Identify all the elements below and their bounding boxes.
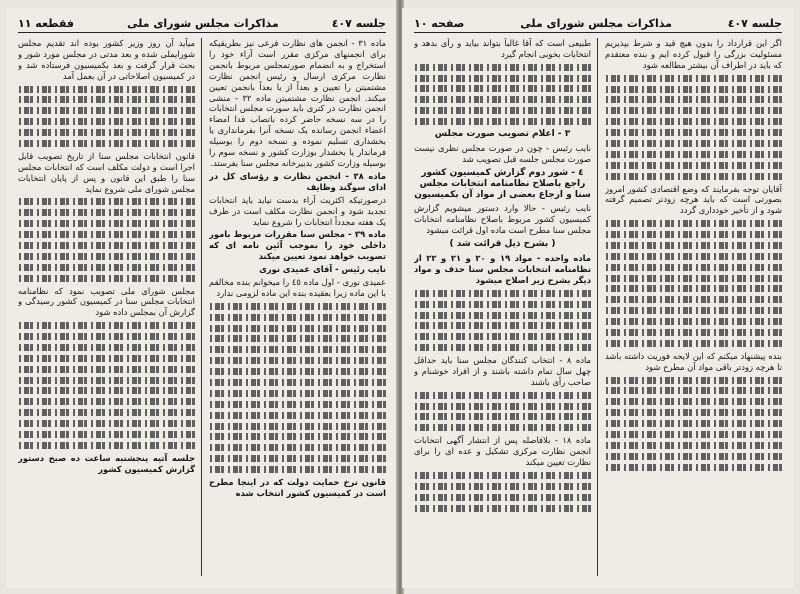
text-line	[209, 412, 386, 419]
text-line	[18, 86, 195, 93]
right-page-center-title: مذاکرات مجلس شورای ملی	[520, 16, 672, 30]
text-line	[414, 483, 591, 490]
text-line	[605, 86, 782, 93]
text-line	[605, 307, 782, 314]
text-line	[18, 377, 195, 384]
text-line	[18, 275, 195, 282]
text-line	[605, 442, 782, 449]
text-line	[605, 151, 782, 158]
text-line	[605, 242, 782, 249]
text-line	[414, 301, 591, 308]
left-page-right-column	[209, 38, 386, 578]
paragraph: طبیعی است که آقا غالباً بتواند بیاید و رأی بدهد و انتخابات بخوبی انجام گیرد	[414, 38, 591, 59]
paragraph: اگر این قرارداد را بدون هیچ قید و شرط بپذیریم مسئولیت بزرگی را قبول کرده ایم و بنده معتقدم که باید در اطراف آن بیشتر مطالعه شود	[605, 38, 782, 70]
text-line	[209, 368, 386, 375]
text-line	[18, 231, 195, 238]
section-heading: ٤ - شور دوم گزارش کمیسیون کشور راجع باصلاح نظامنامه انتخابات مجلس سنا و ارجاع بعضی از مواد آن بکمیسیون	[414, 167, 591, 200]
text-line	[18, 398, 195, 405]
article-heading: ماده واحده - مواد ۱۹ و ۲۰ و ۲۱ و ۲۲ از نظامنامه انتخابات مجلس سنا حذف و مواد دیگر بشرح زیر اصلاح میشود	[414, 253, 591, 285]
text-line	[605, 387, 782, 394]
section-heading: ۳ - اعلام تصویب صورت مجلس	[434, 129, 571, 140]
text-line	[18, 198, 195, 205]
paragraph: آقایان توجه بفرمایند که وضع اقتصادی کشور امروز بصورتی است که باید هرچه زودتر تصمیم گرفته شود و از تأخیر خودداری گردد	[605, 183, 782, 216]
text-line	[605, 329, 782, 336]
text-line	[18, 140, 195, 147]
text-line	[18, 118, 195, 125]
text-line	[605, 220, 782, 227]
text-line	[605, 285, 782, 292]
text-line	[209, 379, 386, 386]
text-line	[209, 357, 386, 364]
text-line	[414, 424, 591, 431]
text-line	[18, 96, 195, 103]
article-heading: ماده ۳۹ - مجلس سنا مقررات مربوط بامور داخلی خود را بموجب آئین نامه ای که تصویب خواهد نمود تعیین میکند	[209, 229, 386, 262]
text-line	[209, 423, 386, 430]
left-page-center-title: مذاکرات مجلس شورای ملی	[127, 16, 279, 30]
left-page	[6, 8, 398, 588]
paragraph: ماده ۸ - انتخاب کنندگان مجلس سنا باید حداقل چهل سال تمام داشته باشند و از افراد خوشنام و صاحب رأی باشند	[414, 355, 591, 387]
paragraph: مجلس شورای ملی تصویب نمود که نظامنامه انتخابات مجلس سنا در کمیسیون کشور رسیدگی و گزارش آن بمجلس داده شود	[18, 285, 195, 318]
column-divider	[597, 38, 598, 576]
text-line	[414, 413, 591, 420]
text-line	[605, 409, 782, 416]
reading-note: ( بشرح ذیل قرائت شد )	[449, 239, 556, 250]
paragraph: نایب رئیس - چون در صورت مجلس نظری نیست صورت مجلس جلسه قبل تصویب شد	[414, 142, 591, 164]
text-line	[209, 455, 386, 462]
text-line	[605, 75, 782, 82]
text-line	[414, 64, 591, 71]
text-line	[209, 466, 386, 473]
text-line	[414, 312, 591, 319]
text-line	[209, 401, 386, 408]
text-line	[605, 96, 782, 103]
text-line	[605, 118, 782, 125]
text-line	[18, 242, 195, 249]
text-line	[414, 472, 591, 479]
text-line	[605, 318, 782, 325]
text-line	[18, 220, 195, 227]
text-line	[414, 333, 591, 340]
text-line	[605, 431, 782, 438]
right-page	[402, 8, 794, 588]
text-line	[605, 420, 782, 427]
text-line	[605, 340, 782, 347]
text-line	[605, 296, 782, 303]
right-page-session-label: جلسه ٤٠٧	[727, 16, 782, 30]
text-line	[605, 275, 782, 282]
text-line	[18, 431, 195, 438]
text-line	[605, 464, 782, 471]
text-line	[209, 325, 386, 332]
text-line	[605, 162, 782, 169]
closing-line: جلسه آتیه پنجشنبه ساعت ده صبح دستور گزارش کمیسیون کشور	[18, 452, 195, 474]
text-line	[209, 335, 386, 342]
text-line	[18, 366, 195, 373]
right-page-header	[414, 14, 782, 33]
paragraph: بنده پیشنهاد میکنم که این لایحه فوریت داشته باشد تا هرچه زودتر باقی مواد آن مطرح شود	[605, 350, 782, 372]
text-line	[414, 494, 591, 501]
text-line	[414, 403, 591, 410]
text-line	[209, 346, 386, 353]
text-line	[209, 390, 386, 397]
left-page-fascicle-label: فقطعه ۱۱	[18, 16, 74, 30]
text-line	[18, 355, 195, 362]
paragraph: ماده ۱۸ - بلافاصله پس از انتشار آگهی انتخابات انجمن نظارت مرکزی تشکیل و عده ای را برای نظارت تعیین میکند	[414, 435, 591, 468]
paragraph: عمیدی نوری - اول ماده ٤٥ را میخوانم بنده مخالفم با این ماده زیرا بعقیده بنده این ماده لزومی ندارد	[209, 277, 386, 298]
text-line	[605, 264, 782, 271]
left-page-session-label: جلسه ٤٠٧	[331, 16, 386, 30]
right-page-right-column	[605, 38, 782, 578]
speaker-label: نایب رئیس - آقای عمیدی نوری	[259, 264, 386, 275]
text-line	[209, 303, 386, 310]
text-line	[209, 433, 386, 440]
text-line	[605, 398, 782, 405]
text-line	[605, 253, 782, 260]
text-line	[18, 129, 195, 136]
text-line	[18, 442, 195, 449]
paragraph: قانون انتخابات مجلس سنا از تاریخ تصویب قابل اجرا است و دولت مکلف است که انتخابات مجلس سنا را طبق این قانون و پس از پایان انتخابات مجلس شورای ملی شروع نماید	[18, 150, 195, 194]
text-line	[414, 107, 591, 114]
paragraph: میآید آن روز وزیر کشور بوده اند تقدیم مجلس شورایملی شده و بعد مدتی در مجلس مورد شور و بحث قرار گرفت و بعد بکمیسیون فرستاده شد و در کمیسیون اصلاحاتی در آن بعمل آمد	[18, 38, 195, 81]
column-divider	[201, 38, 202, 576]
text-line	[414, 85, 591, 92]
text-line	[605, 173, 782, 180]
text-line	[18, 420, 195, 427]
paragraph: ماده ۳۱ - انجمن های نظارت فرعی نیز بطریقیکه برای انجمنهای مرکزی مقرر است آراء خود را استخراج و به انضمام صورتمجلس مربوط بانجمن نظارت مرکزی ارسال و رئیس انجمن نظارت مشتمیتن را تعیین و بعداً از یا بعداً بانجمن تعیین میکند. انجمن نظارت مشتمیتن ماده ۳۲ - منشی انجمن نظارت در کتری باید سورت مجلس انتخابات را در سه نسخه حاضر کرده باتصاب فدا امضاء اعضاء انجمن رسانده یک نسخه آنرا بفرمانداری یا بخشداری تسلیم نموده و نسخه دوم را بوسیله فرماندار یا بخشدار بوزارت کشور و نسخه سوم را بوسیله وزارت کشور بدبیرخانه مجلس سنا بفرستد.	[209, 38, 386, 168]
text-line	[209, 444, 386, 451]
text-line	[18, 253, 195, 260]
right-page-number: صفحه ۱۰	[414, 16, 465, 30]
text-line	[414, 75, 591, 82]
closing-line: قانون نرخ حمایت دولت که در اینجا مطرح است در کمیسیون کشور انتخاب شده	[209, 476, 386, 498]
text-line	[18, 107, 195, 114]
text-line	[605, 107, 782, 114]
text-line	[605, 377, 782, 384]
text-line	[414, 118, 591, 125]
text-line	[414, 96, 591, 103]
paragraph: درصورتیکه اکثریت آراء بدست نیاید باید انتخابات تجدید شود و انجمن نظارت مکلف است در ظرف یک هفته مجدداً انتخابات را شروع نماید	[209, 194, 386, 227]
text-line	[18, 322, 195, 329]
right-page-left-column	[414, 38, 591, 578]
text-line	[605, 129, 782, 136]
left-page-header	[18, 14, 386, 33]
text-line	[605, 453, 782, 460]
text-line	[18, 344, 195, 351]
text-line	[18, 264, 195, 271]
text-line	[414, 290, 591, 297]
text-line	[209, 314, 386, 321]
text-line	[18, 387, 195, 394]
text-line	[18, 333, 195, 340]
text-line	[605, 140, 782, 147]
left-page-left-column	[18, 38, 195, 578]
text-line	[18, 409, 195, 416]
paragraph: نایب رئیس - حالا وارد دستور میشویم گزارش کمیسیون کشور مربوط باصلاح نظامنامه انتخابات مجلس سنا مطرح است ماده اول قرائت میشود	[414, 203, 591, 236]
text-line	[18, 209, 195, 216]
text-line	[414, 505, 591, 512]
text-line	[414, 392, 591, 399]
text-line	[605, 231, 782, 238]
article-heading: ماده ۳۸ - انجمن نظارت و رؤسای کل در ادای سوگند وظایف	[209, 170, 386, 192]
text-line	[414, 322, 591, 329]
text-line	[414, 344, 591, 351]
